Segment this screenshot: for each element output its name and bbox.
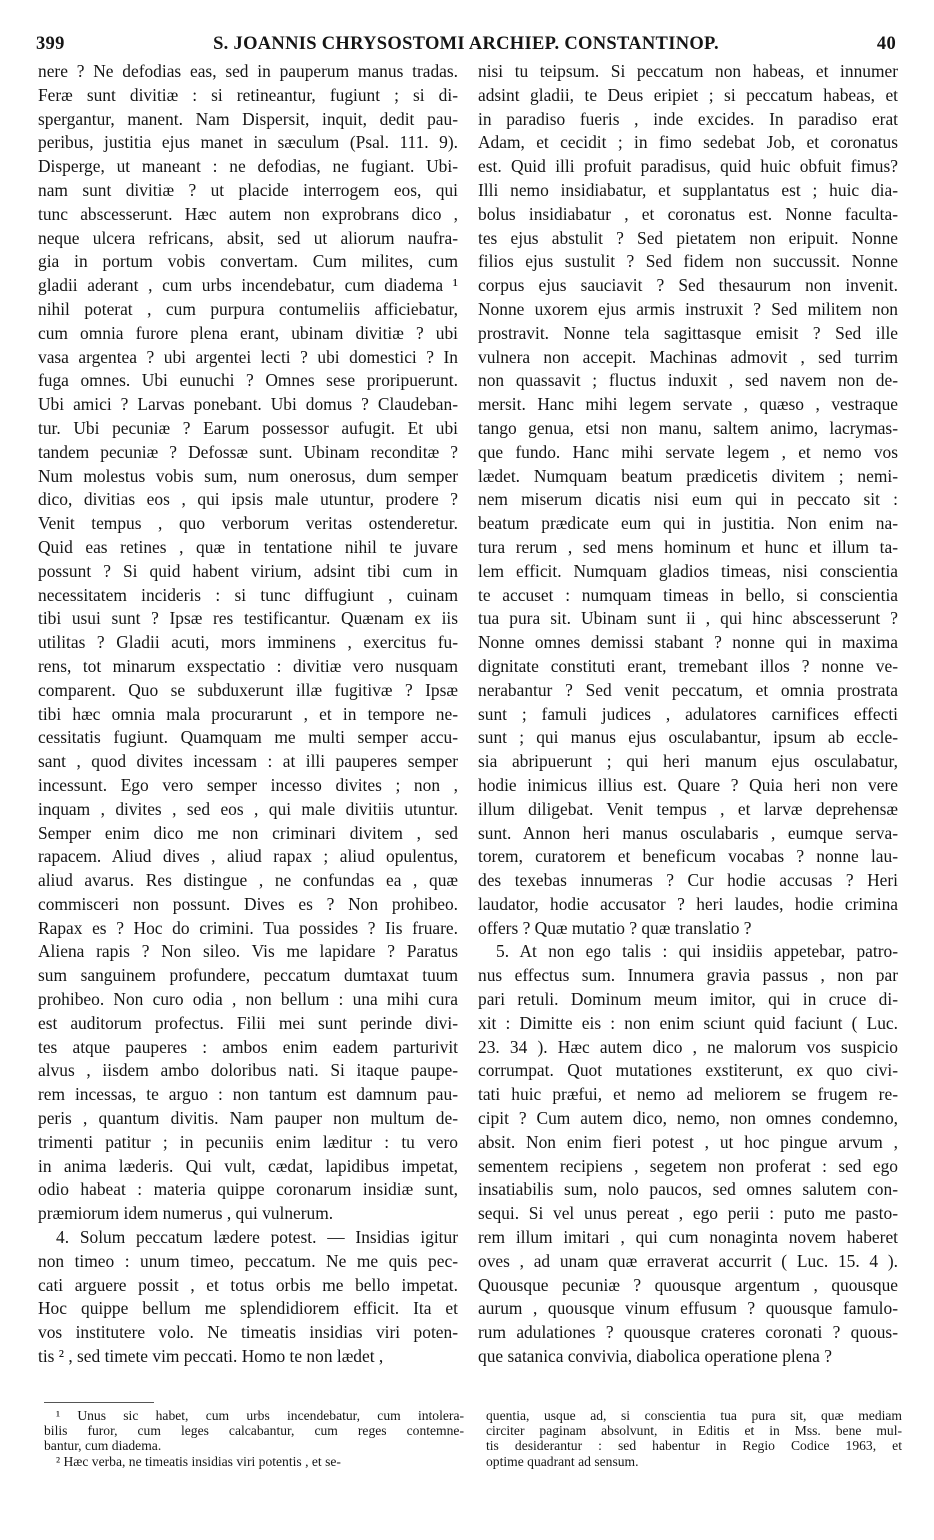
text-line: mersit. Hanc mihi legem servate , quæso , vestraque — [478, 394, 898, 415]
text-line: gladii aderant , cum urbs incendebatur, cum diadema ¹ — [38, 275, 458, 296]
text-line: insatiabilis sum, nolo paucos, sed omnes salutem con- — [478, 1179, 898, 1200]
footnote-line: ¹ Unus sic habet, cum urbs incendebatur, cum intolera- — [56, 1408, 464, 1423]
text-line: tis ² , sed timete vim peccati. Homo te non lædet , — [38, 1346, 384, 1367]
text-line: tati huic præfui, et nemo ad meliorem se frugem re- — [478, 1084, 898, 1105]
text-line: nam sunt divitiæ ? ut placide interrogem eos, qui — [38, 179, 458, 200]
text-line: des texebas innumeras ? Cur hodie accusas ? Heri — [478, 870, 898, 891]
text-line: possunt ? Si quid habent virium, adsint tibi cum in — [38, 560, 458, 581]
footnotes-left — [44, 1408, 464, 1469]
text-line: corrumpat. Quot mutationes exstiterunt, ex quo civi- — [478, 1060, 898, 1081]
text-line: tur. Ubi pecuniæ ? Earum possessor aufugit. Et ubi — [38, 417, 458, 438]
text-line: necessitatem incideris : si tunc diffugiunt , cuinam — [38, 584, 458, 605]
running-title: S. JOANNIS CHRYSOSTOMI ARCHIEP. CONSTANTINOP. — [213, 34, 719, 54]
text-line: dico, divitias eos , qui ipsis male utuntur, prodere ? — [38, 489, 458, 510]
text-line: Rapax es ? Hoc do crimini. Tua possides ? Iis fruare. — [38, 917, 458, 938]
text-line: in anima læderis. Qui vult, cædat, lapidibus impetat, — [38, 1155, 458, 1176]
footnote-line: circiter paginam absolvunt, in Editis et in Mss. bene mul- — [486, 1423, 902, 1439]
text-line: que satanica convivia, diabolica operatione plena ? — [478, 1346, 832, 1367]
text-line: alvus , iisdem ambo doloribus nati. Si itaque paupe- — [38, 1060, 458, 1081]
text-line: Quid eas retines , quæ in tentatione nihil te juvare — [38, 536, 458, 557]
text-line: filios ejus sustulit ? Sed fidem non succussit. Nonne — [478, 251, 898, 272]
text-line: Nonne uxorem ejus armis instruxit ? Sed militem non — [478, 298, 898, 319]
text-line: aurum , quousque vinum effusum ? quousque famulo- — [478, 1298, 898, 1319]
text-line: tango genua, etsi non manu, saltem animo, lacrymas- — [478, 417, 898, 438]
text-line: offers ? Quæ mutatio ? quæ translatio ? — [478, 917, 752, 938]
text-line: Venit tempus , quo verborum veritas ostenderetur. — [38, 513, 458, 534]
footnote-line: quentia, usque ad, si conscientia tua pura sit, quæ mediam — [486, 1408, 902, 1423]
text-line: Num molestus vobis sum, num onerosus, dum semper — [38, 465, 458, 486]
text-line: incessunt. Ego vero semper incesso divites ; non , — [38, 774, 458, 795]
text-line: laudator, hodie accusator ? heri laudes, hodie crimina — [478, 893, 898, 914]
text-line: Nonne omnes demissi stabant ? nonne qui in maxima — [478, 632, 898, 653]
text-line: tibi hæc omnia mala procurarunt , et in tempore ne- — [38, 703, 458, 724]
text-line: non timeo : unum timeo, peccatum. Ne me quis pec- — [38, 1250, 458, 1271]
text-line: beatum prædicate eum qui in justitia. Non enim na- — [478, 513, 898, 534]
text-line: cum omnia furore plena erant, ubinam divitiæ ? ubi — [38, 322, 458, 343]
text-line: Feræ sunt divitiæ : si retineantur, fugiunt ; si di- — [38, 84, 458, 105]
text-line: prohibeo. Non curo odia , non bellum : una mihi cura — [38, 989, 458, 1010]
text-line: xit : Dimitte eis : non enim sciunt quid faciunt ( Luc. — [478, 1012, 898, 1033]
text-line: nihil poterat , cum purpura contumeliis afficiebatur, — [38, 298, 458, 319]
text-line: peribus, justitia ejus manet in sæculum (Psal. 111. 9). — [38, 132, 458, 153]
text-line: sementem recipiens , segetem non proferat : sed ego — [478, 1155, 898, 1176]
text-line: commisceri non possunt. Dives es ? Non prohibeo. — [38, 893, 458, 914]
text-line: pari retuli. Dominum meum imitor, qui in cruce di- — [478, 989, 898, 1010]
footnotes-right — [486, 1408, 902, 1469]
text-line: prostravit. Nonne tela sagittasque emisit ? Sed ille — [478, 322, 898, 343]
text-line: odio habeat : materia quippe coronarum insidiæ sunt, — [38, 1179, 458, 1200]
text-line: Quousque pecuniæ ? quousque argentum , quousque — [478, 1274, 898, 1295]
text-line: vos institutere volo. Ne timeatis insidias viri poten- — [38, 1322, 458, 1343]
text-line: tandem pecuniæ ? Defossæ sunt. Ubinam reconditæ ? — [38, 441, 458, 462]
text-line: vasa argentea ? ubi argentei lecti ? ubi domestici ? In — [38, 346, 458, 367]
text-line: lædet. Numquam beatum prædicetis divitem ; nemi- — [478, 465, 898, 486]
text-line: adsint gladii, te Deus eripiet ; si peccatum habeas, et — [478, 84, 898, 105]
text-line: sum sanguinem profundere, peccatum dumtaxat tuum — [38, 965, 458, 986]
text-line: nisi tu teipsum. Si peccatum non habeas, et innumer — [478, 61, 898, 81]
text-line: est auditorum profectus. Filii mei sunt perinde divi- — [38, 1012, 458, 1033]
text-line: vulnera non accepit. Machinas admovit , sed turrim — [478, 346, 898, 367]
text-line: que fundo. Hanc mihi servate legem , et nemo vos — [478, 441, 898, 462]
text-line: lem efficit. Numquam gladios timeas, nisi conscientia — [478, 560, 898, 581]
text-line: rem illum imitari , qui cum nonaginta novem haberet — [478, 1227, 898, 1248]
text-line: rem incessas, te arguo : non tantum est damnum pau- — [38, 1084, 458, 1105]
text-line: præmiorum idem numerus , qui vulnerum. — [38, 1203, 334, 1224]
text-line: cati arguere possit , et totus orbis me bello impetat. — [38, 1274, 458, 1295]
text-line: fuga omnes. Ubi eunuchi ? Omnes sese proripuerunt. — [38, 370, 458, 391]
text-line: Illi nemo insidiabatur, et supplantatus est ; huic dia- — [478, 179, 898, 200]
text-line: aliud avarus. Res distingue , ne confundas ea , quæ — [38, 870, 458, 891]
page-number-left: 399 — [36, 34, 65, 54]
text-line: Disperge, ut maneant : ne defodias, ne fugiant. Ubi- — [38, 156, 458, 177]
text-line: sant , quod divites incessam : at illi pauperes semper — [38, 751, 458, 772]
text-line: tes ejus abstulit ? Sed pietatem non eripuit. Nonne — [478, 227, 898, 248]
text-line: Hoc quippe bellum me splendidiorem efficit. Ita et — [38, 1298, 458, 1319]
text-line: 4. Solum peccatum lædere potest. — Insidias igitur — [56, 1227, 458, 1248]
text-line: absit. Non enim fieri potest , ut hoc pingue arvum , — [478, 1131, 898, 1152]
right-text-column — [478, 60, 898, 1369]
text-line: Ubi amici ? Larvas ponebant. Ubi domus ? Claudeban- — [38, 394, 458, 415]
text-line: inquam , divites , sed eos , qui male divitiis utuntur. — [38, 798, 458, 819]
text-line: tibi usui sunt ? Ipsæ res testificantur. Quænam ex iis — [38, 608, 458, 629]
footnote-line: tis desiderantur : sed habentur in Regio Codice 1963, et — [486, 1438, 902, 1454]
text-line: 5. At non ego talis : qui insidiis appetebar, patro- — [496, 941, 898, 962]
text-line: sunt ; famuli judices , adulatores carnifices effecti — [478, 703, 898, 724]
text-line: in paradiso fueris , inde excides. In paradiso erat — [478, 108, 898, 129]
text-line: neque ulcera refricans, absit, sed ut aliorum naufra- — [38, 227, 458, 248]
text-line: tunc abscesserunt. Hæc autem non exprobrans dico , — [38, 203, 458, 224]
text-line: non quassavit ; fluctus induxit , sed navem non de- — [478, 370, 898, 391]
text-line: corpus ejus sauciavit ? Sed thesaurum non invenit. — [478, 275, 898, 296]
text-line: illum diligebat. Venit tempus , et larvæ deprehensæ — [478, 798, 898, 819]
text-line: rum adulationes ? quousque crateres coronati ? quous- — [478, 1322, 898, 1343]
text-line: Semper enim dico me non criminari divitem , sed — [38, 822, 458, 843]
text-line: gia in portum vobis convertam. Cum milites, cum — [38, 251, 458, 272]
footnote-rule-left — [44, 1402, 154, 1403]
text-line: dignitate constituti erant, tremebant illos ? nonne ve- — [478, 655, 898, 676]
text-line: 23. 34 ). Hæc autem dico , ne malorum vos suspicio — [478, 1036, 898, 1057]
text-line: tua pura sit. Ubinam sunt ii , qui hinc abscesserunt ? — [478, 608, 898, 629]
text-line: cipit ? Cum autem dico, nemo, non omnes condemno, — [478, 1108, 898, 1129]
text-line: nere ? Ne defodias eas, sed in pauperum manus tradas. — [38, 61, 458, 81]
text-line: nem miserum dicatis nisi eum qui in peccato sit : — [478, 489, 898, 510]
text-line: torem, curatorem et beneficum vocabas ? nonne lau- — [478, 846, 898, 867]
text-line: utilitas ? Gladii acuti, mors imminens , exercitus fu- — [38, 632, 458, 653]
footnote-line: bantur, cum diadema. — [44, 1438, 162, 1454]
text-line: hodie inimicus illius est. Quare ? Quia heri non vere — [478, 774, 898, 795]
text-line: trimenti patitur ; in pecuniis enim læditur : tu vero — [38, 1131, 458, 1152]
text-line: rapacem. Aliud dives , aliud rapax ; aliud opulentus, — [38, 846, 458, 867]
left-text-column — [38, 60, 458, 1369]
footnote-line: optime quadrant ad sensum. — [486, 1453, 639, 1469]
text-line: oves , ad unam quæ erraverat accurrit ( Luc. 15. 4 ). — [478, 1250, 898, 1271]
text-line: Aliena rapis ? Non sileo. Vis me lapidare ? Paratus — [38, 941, 458, 962]
text-line: cessitatis fugiunt. Quamquam me multi semper accu- — [38, 727, 458, 748]
text-line: Adam, et cecidit ; in fimo sedebat Job, et coronatus — [478, 132, 898, 153]
page-number-right: 40 — [876, 34, 896, 54]
text-line: sia abripuerunt ; qui heri manum ejus osculabatur, — [478, 751, 898, 772]
text-line: est. Quid illi profuit paradisus, quid huic obfuit fimus? — [478, 156, 898, 177]
text-line: sunt. Annon heri manus osculabaris , eumque serva- — [478, 822, 898, 843]
text-line: peris , quantum divitis. Nam pauper non multum de- — [38, 1108, 458, 1129]
text-line: sequi. Si vel unus pereat , ego perii : puto me pasto- — [478, 1203, 898, 1224]
running-header — [36, 34, 896, 58]
text-line: te accuset : numquam timeas in bello, si conscientia — [478, 584, 898, 605]
text-line: nerabantur ? Sed venit peccatum, et omnia prostrata — [478, 679, 898, 700]
text-line: bolus insidiabatur , et coronatus est. Nonne faculta- — [478, 203, 898, 224]
footnote-line: bilis furor, cum leges calcabantur, cum reges contemne- — [44, 1423, 464, 1439]
text-line: tura rerum , sed mens hominum et hunc et illum ta- — [478, 536, 898, 557]
text-line: sunt ; qui manus ejus osculabantur, ipsum ab eccle- — [478, 727, 898, 748]
text-line: comparent. Quo se subduxerunt illæ fugitivæ ? Ipsæ — [38, 679, 458, 700]
text-line: nus effectus sum. Innumera gravia passus , non par — [478, 965, 898, 986]
text-line: rens, tot minarum exspectatio : divitiæ vero nusquam — [38, 655, 458, 676]
text-line: tes atque pauperes : ambos enim eadem parturivit — [38, 1036, 458, 1057]
text-line: spergantur, manent. Nam Dispersit, inquit, dedit pau- — [38, 108, 458, 129]
footnote-line: ² Hæc verba, ne timeatis insidias viri potentis , et se- — [56, 1453, 341, 1469]
